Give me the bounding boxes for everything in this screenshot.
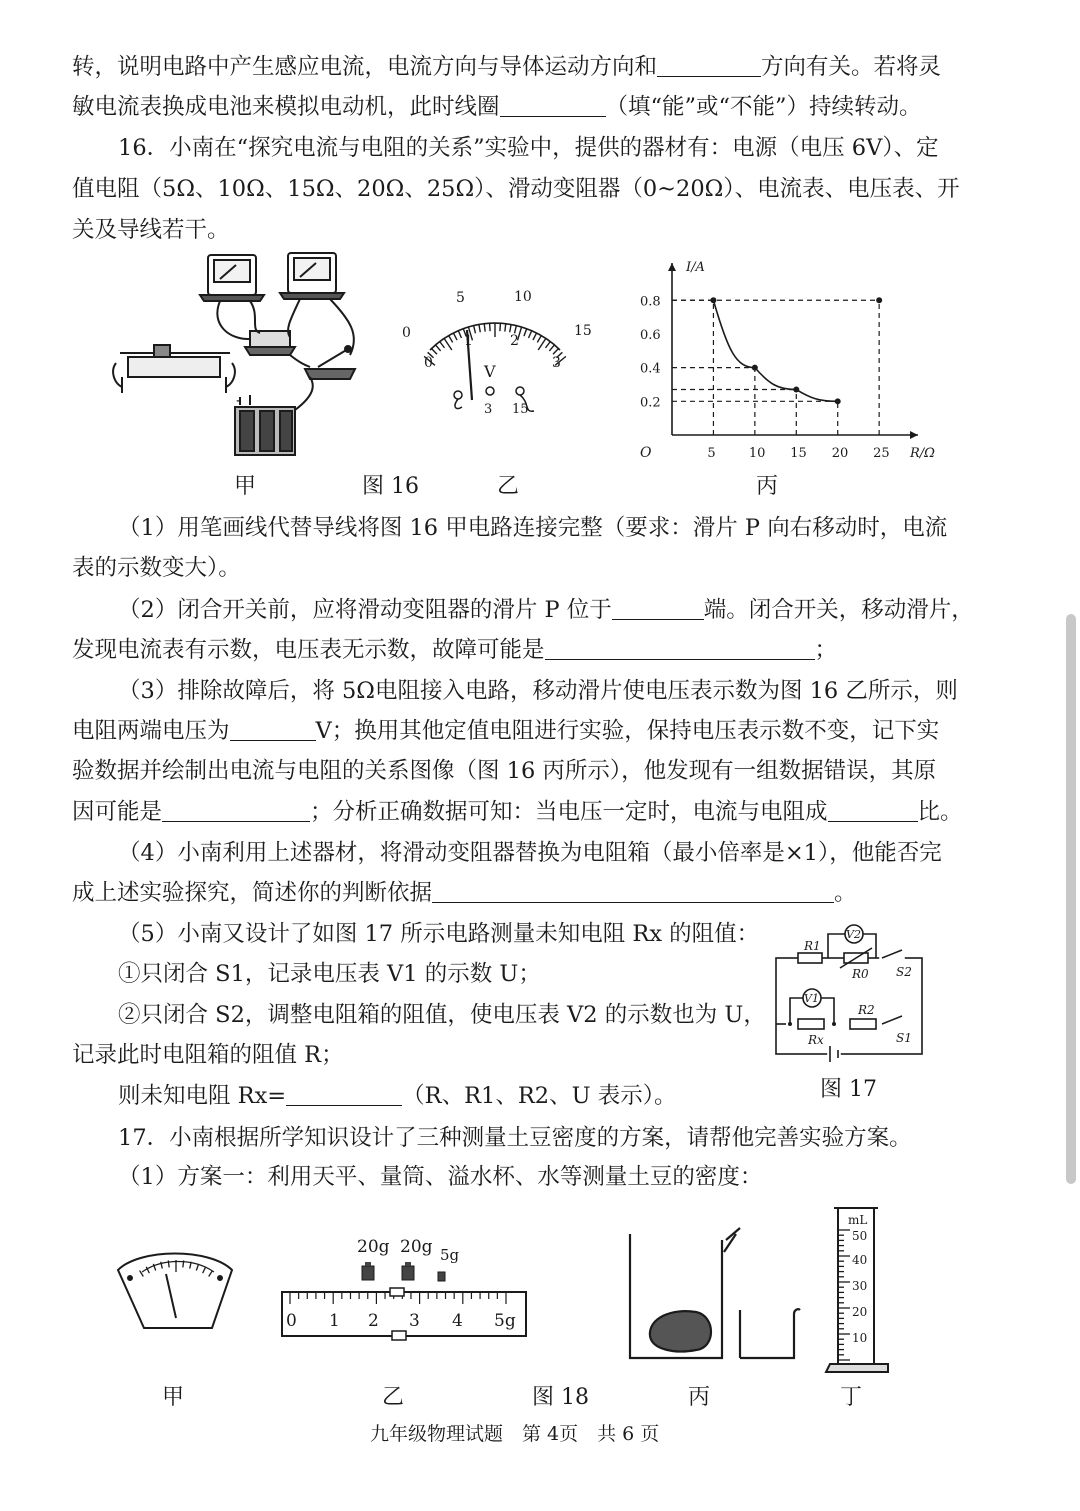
answer-blank[interactable] [657, 54, 761, 77]
page-footer: 九年级物理试题 第 4页 共 6 页 [370, 1423, 660, 1445]
question-16-3-line: （3）排除故障后，将 5Ω电阻接入电路，移动滑片使电压表示数为图 16 乙所示，则 [118, 678, 958, 704]
balance-tick [183, 1260, 184, 1267]
text-line [72, 797, 963, 827]
dial-tick [435, 345, 440, 351]
scale-label: 1 [329, 1311, 340, 1331]
y-tick-label: 0.6 [640, 327, 661, 343]
text: （R、R1、R2、U 表示）。 [402, 1083, 677, 1109]
figure-16 [100, 245, 980, 510]
dial-bottom-label: 2 [510, 333, 519, 349]
y-tick-label: 0.2 [640, 395, 661, 411]
scrollbar-thumb[interactable] [1066, 614, 1076, 1184]
cylinder-mark: 20 [852, 1305, 868, 1319]
x-tick-label: 5 [707, 446, 716, 461]
dial-tick [524, 329, 527, 337]
figure-16-jia-label: 甲 [234, 474, 257, 499]
weights-and-slider [282, 1237, 526, 1340]
label-V1: V1 [804, 992, 819, 1005]
terminal-label: 3 [484, 402, 493, 417]
data-point [876, 297, 882, 303]
cylinder-mark: 30 [852, 1279, 868, 1293]
balance-tick [203, 1267, 206, 1273]
battery-minus-sign: - [236, 390, 242, 409]
text-line: 关及导线若干。 [72, 217, 230, 243]
label-R0: R0 [852, 967, 869, 981]
text: 端。闭合开关，移动滑片， [703, 597, 974, 623]
answer-blank[interactable] [286, 1083, 402, 1106]
text-line [72, 716, 939, 746]
current-resistance-chart [640, 260, 935, 461]
answer-blank[interactable] [230, 718, 316, 741]
answer-blank[interactable] [545, 637, 815, 660]
dial-tick [449, 336, 453, 343]
answer-blank[interactable] [162, 799, 310, 822]
question-17-line: 17．小南根据所学知识设计了三种测量土豆密度的方案，请帮他完善实验方案。 [118, 1125, 912, 1151]
dial-tick [453, 333, 457, 340]
answer-blank[interactable] [432, 880, 834, 903]
data-point [793, 387, 799, 393]
dial-top-label: 5 [456, 290, 465, 306]
dial-tick [510, 324, 511, 332]
dial-tick [549, 345, 554, 351]
dial-bottom-label: 3 [552, 355, 561, 371]
text: 。 [834, 880, 857, 906]
dial-tick [529, 331, 532, 338]
dial-tick [474, 326, 476, 334]
balance-tick [209, 1271, 213, 1277]
figure-18-jia-label: 甲 [162, 1385, 185, 1410]
circuit-apparatus [113, 253, 355, 455]
text-line: 记录此时电阻箱的阻值 R； [72, 1042, 344, 1068]
origin-label: O [640, 445, 652, 461]
figure-18 [100, 1200, 900, 1380]
label-Rx: Rx [808, 1033, 824, 1047]
cylinder-mark: 50 [852, 1229, 868, 1243]
figure-16-bing-label: 丙 [756, 474, 779, 499]
label-R1: R1 [804, 939, 821, 953]
y-axis-label: I/A [686, 260, 705, 275]
text: 因可能是 [72, 799, 163, 825]
question-17-1-line: （1）方案一：利用天平、量筒、溢水杯、水等测量土豆的密度： [118, 1164, 763, 1190]
figure-18-caption: 图 18 [532, 1385, 589, 1410]
text-line [72, 878, 857, 908]
text: 转，说明电路中产生感应电流，电流方向与导体运动方向和 [72, 54, 658, 80]
label-S1: S1 [896, 1031, 912, 1045]
dial-top-label: 10 [514, 289, 532, 305]
dial-tick [458, 331, 461, 338]
question-16-5-line: （5）小南又设计了如图 17 所示电路测量未知电阻 Rx 的阻值： [118, 921, 760, 947]
x-axis-arrow [910, 431, 918, 439]
dial-tick [479, 324, 480, 332]
dial-tick [553, 348, 559, 354]
dial-tick [431, 348, 437, 354]
dial-tick [505, 324, 506, 332]
figure-16-yi-label: 乙 [497, 474, 520, 499]
voltmeter-unit: V [484, 362, 496, 381]
text: V；换用其他定值电阻进行实验，保持电压表示数不变，记下实 [315, 718, 940, 744]
y-axis-arrow [668, 263, 676, 271]
x-tick-label: 10 [748, 446, 766, 461]
text: 敏电流表换成电池来模拟电动机，此时线圈 [72, 94, 500, 120]
text-line [72, 635, 837, 665]
y-tick-label: 0.8 [640, 294, 661, 310]
cylinder-mark: 10 [852, 1331, 868, 1345]
figure-18-ding-label: 丁 [840, 1385, 863, 1410]
weight-label: 20g [357, 1237, 390, 1257]
figure-17-circuit [768, 918, 932, 1068]
balance-pointer-scale [118, 1254, 232, 1329]
y-tick-label: 0.4 [640, 361, 661, 377]
label-V2: V2 [846, 928, 861, 941]
figure-18-bing-label: 丙 [688, 1385, 711, 1410]
balance-tick [168, 1260, 169, 1267]
data-curve [713, 300, 837, 401]
voltmeter-dial [402, 289, 592, 417]
text-line [72, 52, 941, 82]
text-line: ①只闭合 S1，记录电压表 V1 的示数 U； [118, 961, 541, 987]
cylinder-unit: mL [848, 1213, 868, 1227]
text-line: 表的示数变大）。 [72, 555, 241, 581]
scale-label: 5g [494, 1311, 516, 1331]
x-axis-label: R/Ω [910, 446, 935, 461]
label-S2: S2 [896, 965, 912, 979]
dial-tick [537, 336, 541, 343]
answer-blank[interactable] [500, 94, 606, 117]
scrollbar-track[interactable] [1064, 0, 1076, 1511]
text: 则未知电阻 Rx= [118, 1083, 287, 1109]
dial-top-label: 15 [574, 323, 592, 339]
dial-tick [484, 324, 485, 332]
text: 方向有关。若将灵 [761, 54, 942, 80]
answer-blank[interactable] [612, 597, 704, 620]
text: 比。 [917, 799, 963, 825]
dial-bottom-label: 0 [424, 355, 433, 371]
terminal-label: 15 [512, 402, 529, 417]
figure-16-caption: 图 16 [362, 474, 419, 499]
scale-label: 4 [452, 1311, 463, 1331]
dial-tick [440, 341, 445, 347]
overflow-cup-with-potato [630, 1228, 800, 1358]
x-tick-label: 20 [831, 446, 849, 461]
question-16-1-line: （1）用笔画线代替导线将图 16 甲电路连接完整（要求：滑片 P 向右移动时，电流 [118, 515, 948, 541]
text: 电阻两端电压为 [72, 718, 230, 744]
figure-18-yi-label: 乙 [382, 1385, 405, 1410]
weight-label: 5g [440, 1246, 460, 1264]
weight-label: 20g [400, 1237, 433, 1257]
question-16-line: 16．小南在“探究电流与电阻的关系”实验中，提供的器材有：电源（电压 6V）、定 [118, 135, 939, 161]
question-16-2-line [118, 595, 974, 625]
dial-tick [533, 333, 537, 340]
text-line: ②只闭合 S2，调整电阻箱的阻值，使电压表 V2 的示数也为 U， [118, 1002, 766, 1028]
text-line: 验数据并绘制出电流与电阻的关系图像（图 16 丙所示），他发现有一组数据错误，其原 [72, 758, 937, 784]
text: 发现电流表有示数，电压表无示数，故障可能是 [72, 637, 545, 663]
dial-bottom-label: 1 [464, 333, 473, 349]
scale-label: 3 [409, 1311, 420, 1331]
scale-label: 2 [368, 1311, 379, 1331]
x-tick-label: 15 [790, 446, 807, 461]
label-R2: R2 [858, 1003, 875, 1017]
question-16-4-line: （4）小南利用上述器材，将滑动变阻器替换为电阻箱（最小倍率是×1），他能否完 [118, 840, 942, 866]
scale-label: 0 [286, 1311, 297, 1331]
text: ；分析正确数据可知：当电压一定时，电流与电阻成 [310, 799, 828, 825]
text-line: 值电阻（5Ω、10Ω、15Ω、20Ω、25Ω）、滑动变阻器（0~20Ω）、电流表、电压表、开 [72, 176, 960, 202]
x-tick-label: 25 [873, 446, 890, 461]
answer-blank[interactable] [828, 799, 918, 822]
figure-17-caption: 图 17 [820, 1077, 877, 1102]
text: （填“能”或“不能”）持续转动。 [605, 94, 922, 120]
data-point [710, 297, 716, 303]
text-line [118, 1081, 676, 1111]
dial-tick [546, 341, 551, 347]
data-point [835, 398, 841, 404]
dial-top-label: 0 [402, 325, 411, 341]
cylinder-mark: 40 [852, 1253, 868, 1267]
text-line [72, 92, 922, 122]
text: （2）闭合开关前，应将滑动变阻器的滑片 P 位于 [118, 597, 612, 623]
text: ； [814, 637, 838, 663]
balance-tick [196, 1264, 198, 1271]
data-point [752, 365, 758, 371]
text: 成上述实验探究，简述你的判断依据 [72, 880, 433, 906]
